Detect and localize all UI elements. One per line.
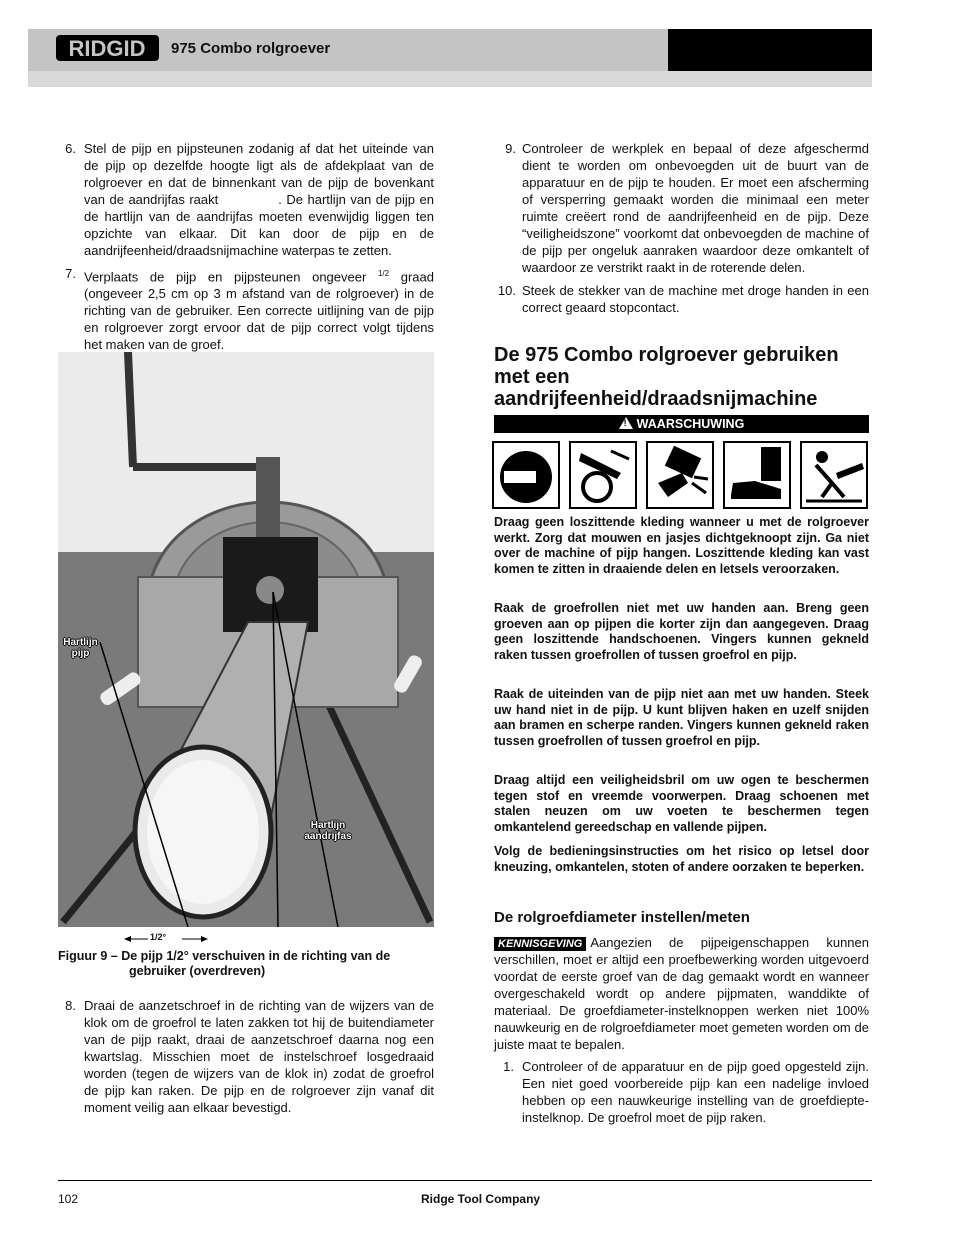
item-number: 10. [497,283,516,298]
tip-over-hazard-icon [800,441,868,509]
footer-rule [58,1180,872,1181]
list-item-9 [494,140,869,276]
section-title: De 975 Combo rolgroever gebruiken met een aandrijfeenheid/draadsnijmachine [494,344,839,410]
header-shadow-band [28,71,872,87]
warning-label: WAARSCHUWING [636,417,745,431]
left-column [58,140,434,359]
warning-triangle-icon [619,417,633,429]
warning-bar [494,415,869,433]
item-text: Draai de aanzetschroef in de richting van de wijzers van de klok om de groefrol te laten zakken tot hij de buitendiameter van de pijp raakt, draai de aanzetschroef daarna nog een kwartslag. Misschien moet de instelschroef losgedraaid worden (tegen de wijzers van de klok in) zodat de groefrol de pijp kan raken. De pijp en de rolgroever zijn vanaf dit moment veilig aan elkaar bevestigd. [84,998,434,1115]
entanglement-hazard-icon [569,441,637,509]
list-item-8 [58,997,434,1116]
half-degree-label: 1/2° [150,932,167,942]
warning-paragraph-2: Raak de groefrollen niet met uw handen aan. Breng geen groeven aan op pijpen die korter zijn dan aangegeven. Draag geen loszittende handschoenen. Vingers kunnen gekneld raken tussen groefrollen of tussen groefrol en pijp. [494,601,869,662]
caption-line-1: Figuur 9 – De pijp 1/2° verschuiven in de richting van de [58,949,391,963]
item-text-cont: graad (ongeveer 2,5 cm op 3 m afstand van de rolgroever) in de richting van de gebruiker. Een correcte uitlijning van de pijp en rolgroever zorgt ervoor dat de pijp correct volgt tijdens het maken van de groef. [84,269,434,353]
warning-paragraph-1: Draag geen loszittende kleding wanneer u met de rolgroever werkt. Zorg dat mouwen en jasjes dichtgeknoopt zijn. Ga niet over de machine of pijp hangen. Loszittende kleding kan vast komen te zitten in draaiende delen en letsels veroorzaken. [494,515,869,576]
right-column [494,140,869,322]
ridgid-logo [56,33,160,63]
caption-line-2: gebruiker (overdreven) [129,964,266,978]
notice-block [494,934,869,1132]
safety-pictograms [492,441,870,511]
subsection-title: De rolgroefdiameter instellen/meten [494,909,750,926]
label-shaft-centerline: Hartlijn aandrijfas [304,820,352,842]
item-text: Steek de stekker van de machine met droge handen in een correct geaard stopcontact. [522,283,869,315]
face-shield-icon [492,441,560,509]
item-text-cont: . De hartlijn van de pijp en de hartlijn van de aandrijfas moeten evenwijdig liggen ten opzichte van elkaar. Dit kan door de pijp en de aandrijfeenheid/draadsnijmachine waterpas te zetten. [84,192,434,258]
item-text: Verplaats de pijp en pijpsteunen ongeveer [84,269,378,285]
logo-text: RIDGID [68,36,146,61]
company-name: Ridge Tool Company [421,1192,541,1206]
item-number: 9. [505,141,516,156]
label-pipe-centerline: Hartlijn pijp [63,637,98,659]
header-black-tab [668,29,872,71]
warning-paragraph-5: Volg de bedieningsinstructies om het risico op letsel door kneuzing, omkantelen, stoten of andere oorzaken te beperken. [494,844,869,874]
safety-shoe-icon [723,441,791,509]
item-number: 8. [65,998,76,1013]
list-item-6 [58,140,434,259]
header-title: 975 Combo rolgroever [171,40,331,57]
notice-text: Aangezien de pijpeigenschappen kunnen verschillen, moet er altijd een proefbewerking worden uitgevoerd voordat de eerste groef van de dag gemaakt wordt en wanneer overgeschakeld wordt op andere pijpmaten, wanddikte of materiaal. De groefdiameter-instelknoppen werken niet 100% nauwkeurig en de rolgroefdiameter moet gemeten worden om de juiste maat te bepalen. [494,935,869,1052]
item-number: 6. [65,141,76,156]
item-text: Controleer of de apparatuur en de pijp goed opgesteld zijn. Een niet goed voorbereide pijp kan een nadelige invloed hebben op een nauwkeurige instelling van de groefdiepte-instelknop. De groefrol moet de pijp raken. [522,1059,869,1125]
half-degree-arrows [122,927,212,945]
warning-paragraph-3: Raak de uiteinden van de pijp niet aan met uw handen. Steek uw hand niet in de pijp. U kunt blijven haken en uzelf snijden aan bramen en scherpe randen. Vingers kunnen gekneld raken tussen groefrollen of tussen groefrol en pijp. [494,687,869,748]
item-fraction: 1/2 [377,269,390,278]
notice-tag: KENNISGEVING [494,937,586,951]
list-item-1 [494,1058,869,1126]
item-text: Stel de pijp en pijpsteunen zodanig af dat het uiteinde van de pijp op dezelfde hoogte ligt als de afdekplaat van de rolgroever en dat de binnenkant van de pijp de bovenkant van de aandrijfas raakt [84,141,434,207]
item-number: 7. [65,266,76,281]
list-item-10 [494,282,869,316]
warning-paragraph-4: Draag altijd een veiligheidsbril om uw ogen te beschermen tegen stof en vreemde voorwerpen. Draag schoenen met stalen neuzen om uw voeten te beschermen tegen omkantelend gereedschap en vallende pijpen. [494,773,869,834]
figure-caption [58,949,438,979]
hand-crush-hazard-icon [646,441,714,509]
rolgroever-illustration [58,352,434,927]
list-item-7 [58,265,434,353]
left-column-lower [58,997,434,1122]
figure-9-photo [58,352,434,927]
item-text: Controleer de werkplek en bepaal of deze afgeschermd dient te worden om onbevoegden uit de buurt van de apparatuur en de pijp te houden. Er moet een afscherming of versperring gemaakt worden die minimaal een meter ruimte creëert rond de aandrijfeenheid en de pijp. Deze “veiligheidszone” voorkomt dat onbevoegden de machine of de pijp per ongeluk aanraken waardoor deze omkantelt of waardoor ze verstrikt raakt in de roterende delen. [522,141,869,275]
page-number: 102 [58,1192,79,1206]
item-number: 1. [503,1059,514,1074]
